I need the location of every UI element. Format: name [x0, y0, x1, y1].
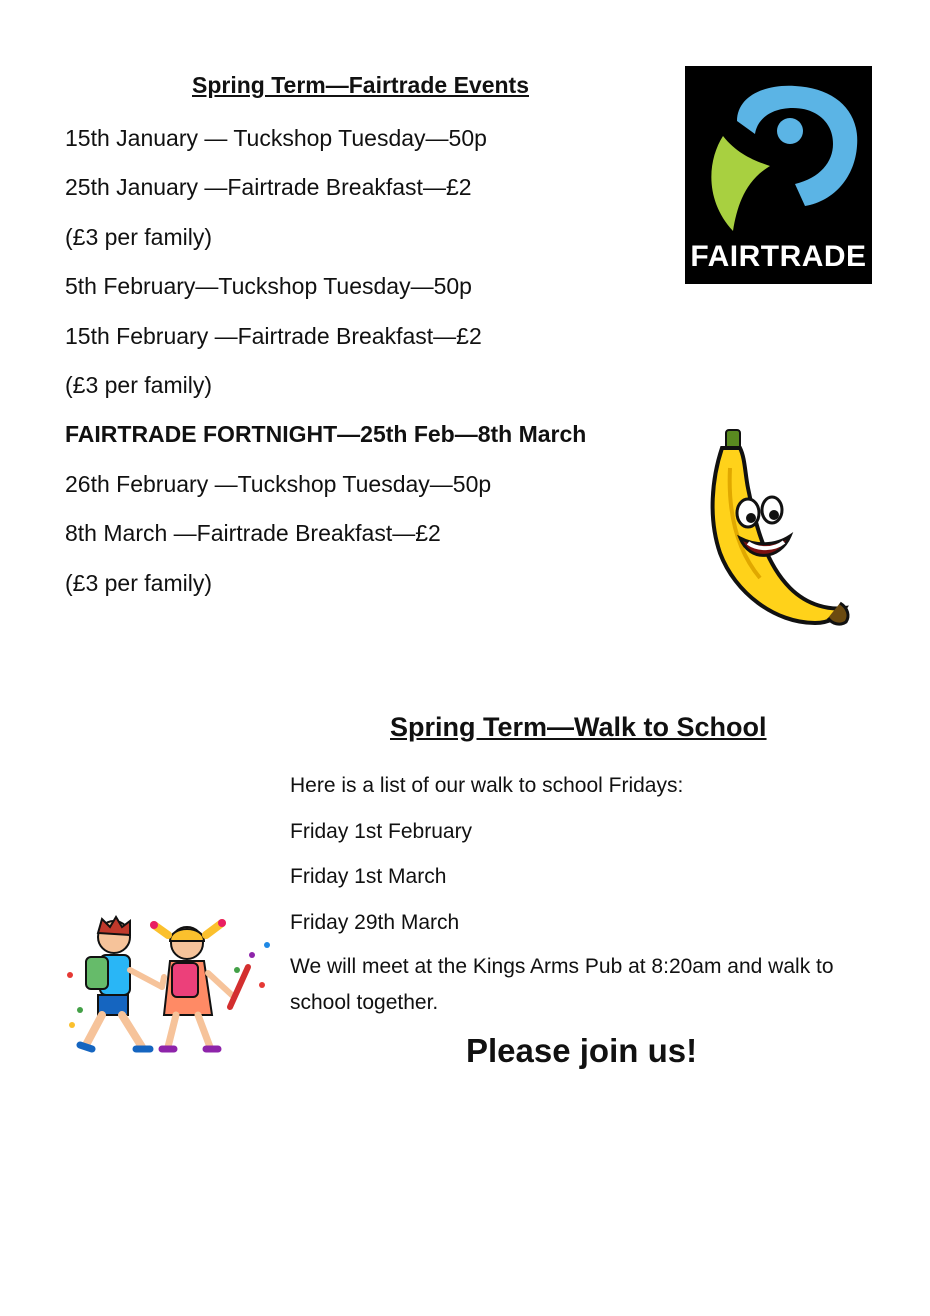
please-join-us: Please join us! [466, 1032, 698, 1069]
event-item: (£3 per family) [65, 569, 212, 596]
fairtrade-fortnight-heading: FAIRTRADE FORTNIGHT—25th Feb—8th March [65, 421, 587, 448]
fairtrade-logo [685, 66, 872, 284]
event-item: (£3 per family) [65, 371, 212, 398]
event-item: 5th February—Tuckshop Tuesday—50p [65, 273, 472, 300]
event-item: 15th February —Fairtrade Breakfast—£2 [65, 322, 482, 349]
walk-date: Friday 1st February [290, 819, 473, 843]
event-item: 26th February —Tuckshop Tuesday—50p [65, 470, 492, 497]
banana-icon [690, 428, 860, 643]
walk-intro: Here is a list of our walk to school Fridays: [290, 774, 684, 797]
event-item: 8th March —Fairtrade Breakfast—£2 [65, 520, 441, 547]
fairtrade-logo-text: FAIRTRADE [690, 240, 867, 273]
event-item: (£3 per family) [65, 223, 212, 250]
walk-meeting-info: We will meet at the Kings Arms Pub at 8:20am and walk to school together. [290, 955, 834, 1014]
children-walking-icon [62, 915, 277, 1060]
walk-to-school-list [290, 763, 870, 1021]
fairtrade-mark-icon [685, 66, 872, 236]
walk-date: Friday 29th March [290, 910, 460, 934]
fairtrade-events-list [65, 114, 586, 608]
event-item: 15th January — Tuckshop Tuesday—50p [65, 125, 487, 151]
walk-date: Friday 1st March [290, 865, 447, 888]
fairtrade-events-title: Spring Term—Fairtrade Events [192, 72, 529, 98]
walk-to-school-title: Spring Term—Walk to School [390, 712, 767, 742]
event-item: 25th January —Fairtrade Breakfast—£2 [65, 174, 472, 201]
